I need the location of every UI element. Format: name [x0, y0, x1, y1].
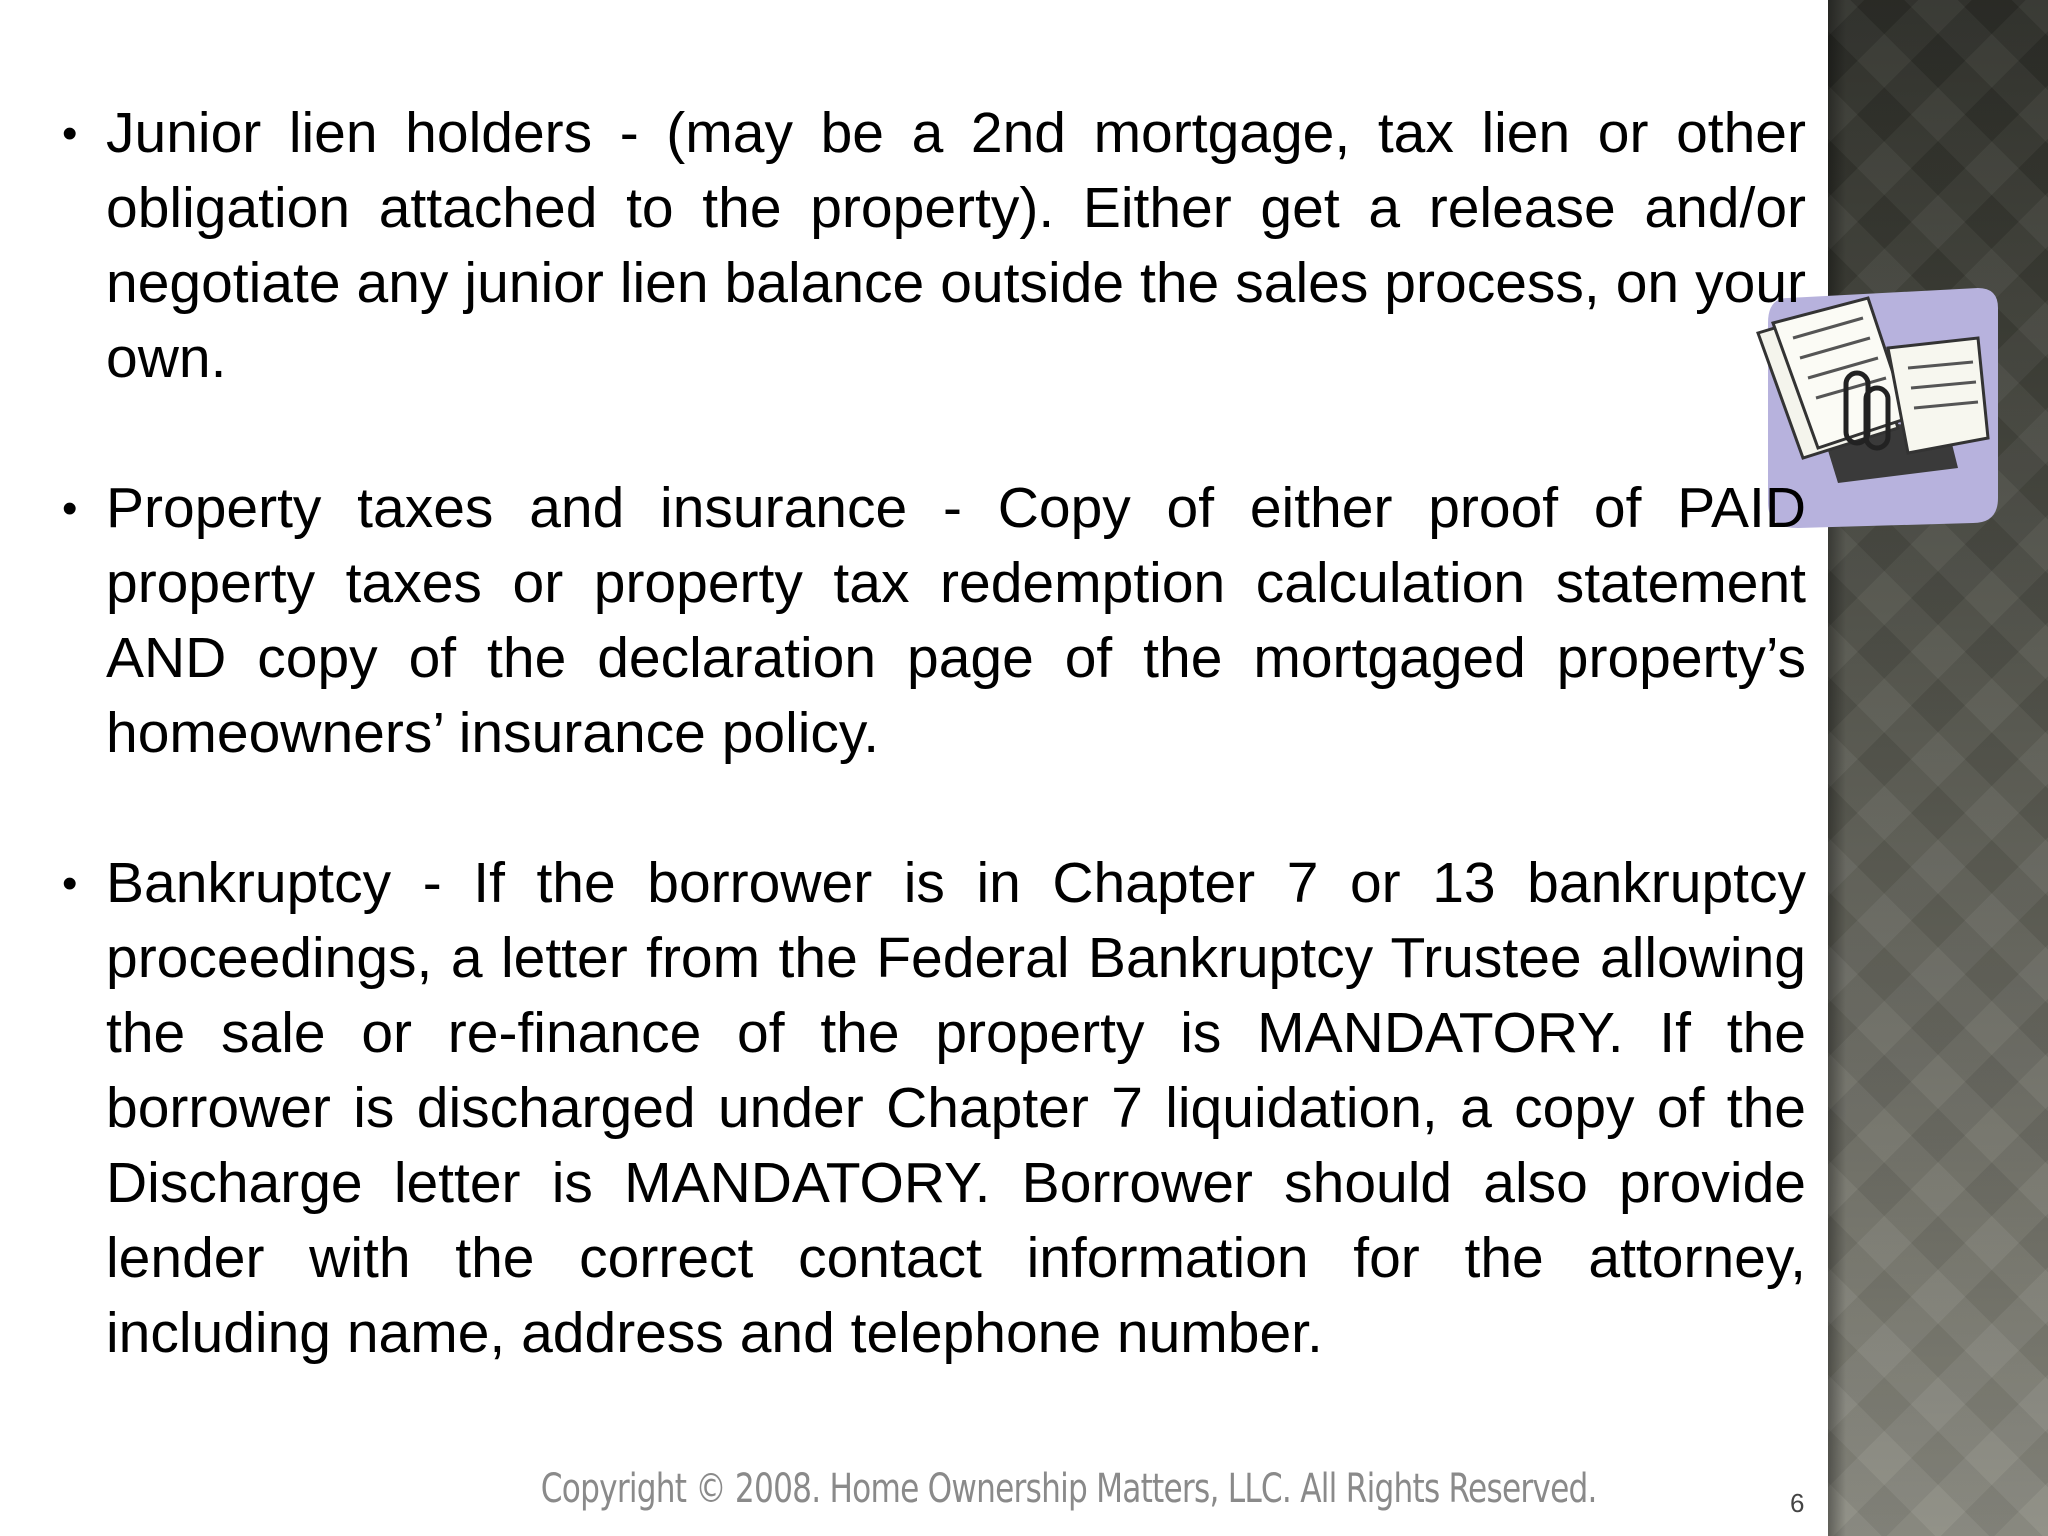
bullet-marker: •	[62, 484, 78, 533]
copyright-footer: Copyright © 2008. Home Ownership Matters, LLC. All Rights Reserved.	[540, 1466, 1597, 1512]
bullet-text: Property taxes and insurance - Copy of either proof of PAID property taxes or property tax redemption calculation statement AND copy of the declaration page of the mortgaged property’s homeowners’ insurance policy.	[106, 476, 1806, 765]
bullet-marker: •	[62, 859, 78, 908]
decorative-side-panel	[1828, 0, 2048, 1536]
bullet-item-property-taxes	[54, 471, 1806, 771]
bullet-text: Bankruptcy - If the borrower is in Chapter 7 or 13 bankruptcy proceedings, a letter from the Federal Bankruptcy Trustee allowing the sale or re-finance of the property is MANDATORY. If the borrower is discharged under Chapter 7 liquidation, a copy of the Discharge letter is MANDATORY. Borrower should also provide lender with the correct contact information for the attorney, including name, address and telephone number.	[106, 851, 1806, 1365]
bullet-item-junior-liens	[54, 96, 1806, 396]
bullet-marker: •	[62, 109, 78, 158]
bullet-item-bankruptcy	[54, 846, 1806, 1371]
page-number: 6	[1790, 1488, 1805, 1518]
bullet-text: Junior lien holders - (may be a 2nd mortgage, tax lien or other obligation attached to the property). Either get a release and/or negotiate any junior lien balance outside the sales process, on your own.	[106, 101, 1806, 390]
bullet-list	[54, 96, 1806, 1446]
